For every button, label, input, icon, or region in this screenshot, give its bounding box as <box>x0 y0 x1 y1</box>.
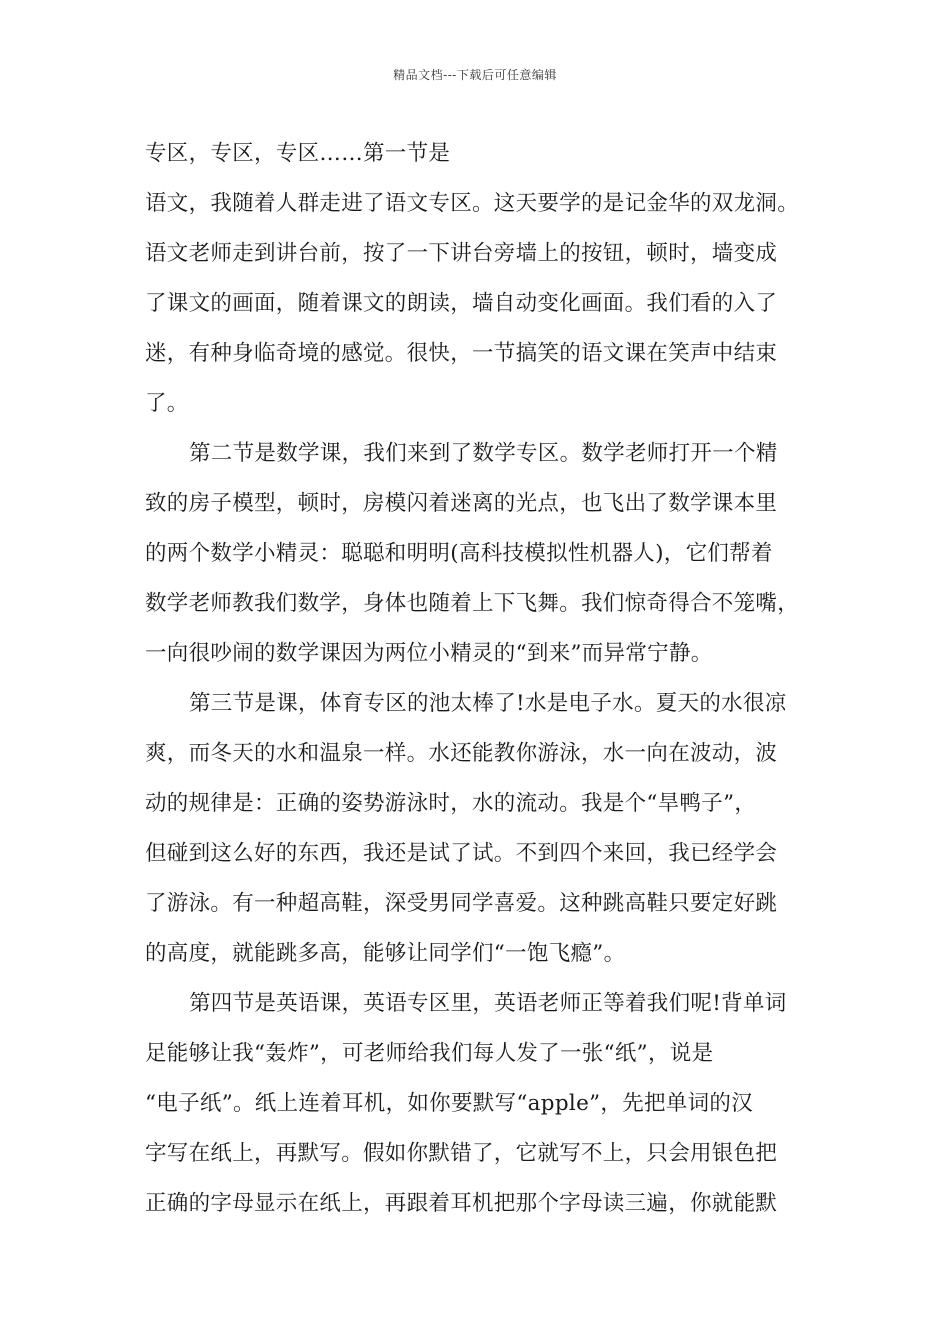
text-line: 动的规律是：正确的姿势游泳时，水的流动。我是个“旱鸭子”， <box>145 791 757 816</box>
text-line: 语文，我随着人群走进了语文专区。这天要学的是记金华的双龙洞。 <box>145 191 800 216</box>
text-line: 一向很吵闹的数学课因为两位小精灵的“到来”而异常宁静。 <box>145 641 713 666</box>
text-line: 正确的字母显示在纸上，再跟着耳机把那个字母读三遍，你就能默 <box>145 1191 778 1216</box>
text-line: “电子纸”。纸上连着耳机，如你要默写“apple”，先把单词的汉 <box>145 1091 754 1116</box>
text-line: 但碰到这么好的东西，我还是试了试。不到四个来回，我已经学会 <box>145 841 778 866</box>
paragraph-start-line: 第三节是课，体育专区的池太棒了!水是电子水。夏天的水很凉 <box>189 691 787 716</box>
paragraph-start-line: 第二节是数学课，我们来到了数学专区。数学老师打开一个精 <box>189 441 778 466</box>
text-line: 数学老师教我们数学，身体也随着上下飞舞。我们惊奇得合不笼嘴， <box>145 591 800 616</box>
text-line: 致的房子模型，顿时，房模闪着迷离的光点，也飞出了数学课本里 <box>145 491 778 516</box>
text-line: 了。 <box>145 391 189 416</box>
page-header: 精品文档---下载后可任意编辑 <box>393 68 557 82</box>
text-line: 的高度，就能跳多高，能够让同学们“一饱飞瘾”。 <box>145 941 626 966</box>
text-line: 字写在纸上，再默写。假如你默错了，它就写不上，只会用银色把 <box>145 1141 778 1166</box>
text-line: 语文老师走到讲台前，按了一下讲台旁墙上的按钮，顿时，墙变成 <box>145 241 778 266</box>
text-line: 的两个数学小精灵：聪聪和明明(高科技模拟性机器人)，它们帮着 <box>145 541 773 566</box>
text-line: 了游泳。有一种超高鞋，深受男同学喜爱。这种跳高鞋只要定好跳 <box>145 891 778 916</box>
paragraph-start-line: 第四节是英语课，英语专区里，英语老师正等着我们呢!背单词 <box>189 991 787 1016</box>
text-line: 了课文的画面，随着课文的朗读，墙自动变化画面。我们看的入了 <box>145 291 778 316</box>
document-body <box>145 129 815 1229</box>
text-line: 爽，而冬天的水和温泉一样。水还能教你游泳，水一向在波动，波 <box>145 741 778 766</box>
text-line: 足能够让我“轰炸”，可老师给我们每人发了一张“纸”，说是 <box>145 1041 714 1066</box>
text-line: 迷，有种身临奇境的感觉。很快，一节搞笑的语文课在笑声中结束 <box>145 341 778 366</box>
text-line: 专区，专区，专区……第一节是 <box>145 141 451 166</box>
